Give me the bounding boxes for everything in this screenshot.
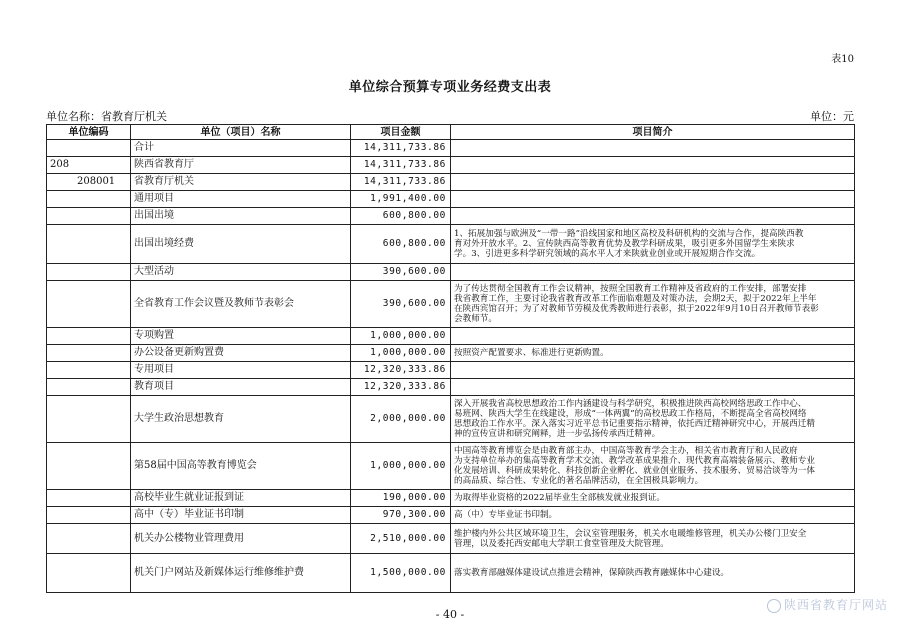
table-row (47, 174, 855, 191)
row-code: 208001 (47, 174, 131, 191)
description-line: 高（中）专毕业证书印制。 (454, 510, 558, 520)
description-line: 按照资产配置要求、标准进行更新购置。 (454, 348, 609, 358)
row-code (47, 191, 131, 208)
row-description (451, 174, 855, 191)
row-name: 办公设备更新购置费 (131, 345, 351, 362)
row-amount: 1,000,000.00 (351, 345, 451, 362)
row-code (47, 208, 131, 225)
page-number: - 40 - (435, 608, 465, 621)
row-name: 省教育厅机关 (131, 174, 351, 191)
row-name: 出国出境经费 (131, 225, 351, 264)
row-name: 通用项目 (131, 191, 351, 208)
row-amount: 14,311,733.86 (351, 174, 451, 191)
table-row (47, 524, 855, 554)
table-row (47, 345, 855, 362)
row-description (451, 379, 855, 396)
row-name: 全省教育工作会议暨及教师节表彰会 (131, 281, 351, 328)
column-header-name: 单位（项目）名称 (131, 125, 351, 140)
row-amount: 14,311,733.86 (351, 157, 451, 174)
row-description (451, 345, 855, 362)
expenditure-table (46, 124, 855, 593)
table-row (47, 396, 855, 443)
row-amount: 14,311,733.86 (351, 140, 451, 157)
row-code (47, 264, 131, 281)
row-amount: 2,510,000.00 (351, 524, 451, 554)
row-code (47, 507, 131, 524)
description-line: 深入开展我省高校思想政治工作内涵建设与科学研究，积极推进陕西高校网络思政工作中心、 (454, 399, 807, 409)
row-name: 陕西省教育厅 (131, 157, 351, 174)
row-name: 专用项目 (131, 362, 351, 379)
row-description (451, 225, 855, 264)
row-code (47, 345, 131, 362)
row-description (451, 443, 855, 490)
row-name: 合计 (131, 140, 351, 157)
page-title: 单位综合预算专项业务经费支出表 (348, 80, 552, 95)
table-header-row (47, 125, 855, 140)
description-line: 会教师节。 (454, 314, 497, 324)
table-row (47, 507, 855, 524)
row-code (47, 396, 131, 443)
row-amount: 390,600.00 (351, 281, 451, 328)
row-name: 大型活动 (131, 264, 351, 281)
row-name: 教育项目 (131, 379, 351, 396)
row-description (451, 281, 855, 328)
row-description (451, 208, 855, 225)
row-code (47, 281, 131, 328)
table-row (47, 140, 855, 157)
description-line: 落实教育部融媒体建设试点推进会精神，保障陕西教育融媒体中心建设。 (454, 568, 730, 578)
row-amount: 12,320,333.86 (351, 362, 451, 379)
row-code (47, 554, 131, 593)
row-code (47, 443, 131, 490)
description-line: 思想政治工作水平。深入落实习近平总书记重要指示精神，依托西迁精神研究中心，开展西迁精 (454, 419, 815, 429)
table-row (47, 157, 855, 174)
row-name: 机关门户网站及新媒体运行维修维护费 (131, 554, 351, 593)
description-line: 为了传达贯彻全国教育工作会议精神，按照全国教育工作精神及省政府的工作安排，部署安排 (454, 284, 807, 294)
row-description (451, 264, 855, 281)
table-row (47, 281, 855, 328)
row-amount: 390,600.00 (351, 264, 451, 281)
table-row (47, 490, 855, 507)
row-code (47, 524, 131, 554)
description-line: 为取得毕业资格的2022届毕业生全部核发就业报到证。 (454, 493, 665, 503)
row-description (451, 490, 855, 507)
watermark (767, 596, 888, 613)
description-line: 在陕西宾馆召开；为了对教师节劳模及优秀教师进行表彰，拟于2022年9月10日召开教师节表彰 (454, 304, 819, 314)
row-description (451, 191, 855, 208)
description-line: 维护楼内外公共区域环境卫生，会议室管理服务，机关水电暖维修管理，机关办公楼门卫安全 (454, 528, 807, 539)
row-code (47, 379, 131, 396)
row-name: 专项购置 (131, 328, 351, 345)
row-amount: 970,300.00 (351, 507, 451, 524)
row-description (451, 140, 855, 157)
description-line: 的高品质、综合性、专业化的著名品牌活动，在全国极具影响力。 (454, 476, 704, 486)
description-line: 易班网、陕西大学生在线建设，形成“一体两翼”的高校思政工作格局，不断提高全省高校网络 (454, 409, 807, 419)
row-name: 第58届中国高等教育博览会 (131, 443, 351, 490)
row-name: 高校毕业生就业证报到证 (131, 490, 351, 507)
column-header-amount: 项目金额 (351, 125, 451, 140)
row-description (451, 157, 855, 174)
table-row (47, 554, 855, 593)
row-amount: 1,500,000.00 (351, 554, 451, 593)
description-line: 1、拓展加强与欧洲及“一带一路”沿线国家和地区高校及科研机构的交流与合作，提高陕西教 (454, 229, 804, 239)
description-line: 我省教育工作，主要讨论我省教育改革工作面临难题及对策办法，会期2天，拟于2022年上半年 (454, 294, 817, 304)
column-header-description: 项目简介 (451, 125, 855, 140)
row-amount: 1,991,400.00 (351, 191, 451, 208)
table-row (47, 328, 855, 345)
row-description (451, 524, 855, 554)
description-line: 中国高等教育博览会是由教育部主办，中国高等教育学会主办，相关省市教育厅和人民政府 (454, 446, 798, 456)
row-name: 出国出境 (131, 208, 351, 225)
unit-name: 单位名称：省教育厅机关 (46, 110, 167, 123)
row-description (451, 362, 855, 379)
description-line: 管理，以及委托西安邮电大学职工食堂管理及大院管理。 (454, 538, 669, 549)
description-line: 学。3、引进更多科学研究领域的高水平人才来陕就业创业或开展短期合作交流。 (454, 249, 761, 259)
row-description (451, 554, 855, 593)
row-code (47, 225, 131, 264)
row-amount: 2,000,000.00 (351, 396, 451, 443)
unit-of-measure: 单位：元 (810, 110, 854, 123)
description-line: 为支持单位举办的集高等教育学术交流、教学改革成果推介、现代教育高端装备展示、教师专业 (454, 456, 815, 466)
table-row (47, 443, 855, 490)
watermark-text: 陕西省教育厅网站 (783, 598, 888, 612)
table-row (47, 362, 855, 379)
row-amount: 1,000,000.00 (351, 328, 451, 345)
row-code (47, 328, 131, 345)
row-amount: 1,000,000.00 (351, 443, 451, 490)
row-description (451, 396, 855, 443)
row-amount: 600,800.00 (351, 208, 451, 225)
row-description (451, 328, 855, 345)
row-description (451, 507, 855, 524)
table-row (47, 208, 855, 225)
column-header-code: 单位编码 (47, 125, 131, 140)
table-row (47, 379, 855, 396)
row-code (47, 140, 131, 157)
row-amount: 12,320,333.86 (351, 379, 451, 396)
emblem-icon (767, 599, 781, 613)
table-number: 表10 (831, 54, 854, 65)
row-code (47, 362, 131, 379)
description-line: 化发展培训、科研成果转化、科技创新企业孵化、就业创业服务、技术服务、贸易洽谈等为一体 (454, 466, 815, 476)
row-code (47, 490, 131, 507)
row-amount: 600,800.00 (351, 225, 451, 264)
table-row (47, 225, 855, 264)
row-code: 208 (47, 157, 131, 174)
row-name: 大学生政治思想教育 (131, 396, 351, 443)
row-name: 高中（专）毕业证书印制 (131, 507, 351, 524)
description-line: 神的宣传宣讲和研究阐释，进一步弘扬传承西迁精神。 (454, 429, 661, 439)
row-name: 机关办公楼物业管理费用 (131, 524, 351, 554)
row-amount: 190,000.00 (351, 490, 451, 507)
table-row (47, 191, 855, 208)
table-row (47, 264, 855, 281)
description-line: 育对外开放水平。2、宣传陕西高等教育优势及教学科研成果，吸引更多外国留学生来陕求 (454, 239, 795, 249)
